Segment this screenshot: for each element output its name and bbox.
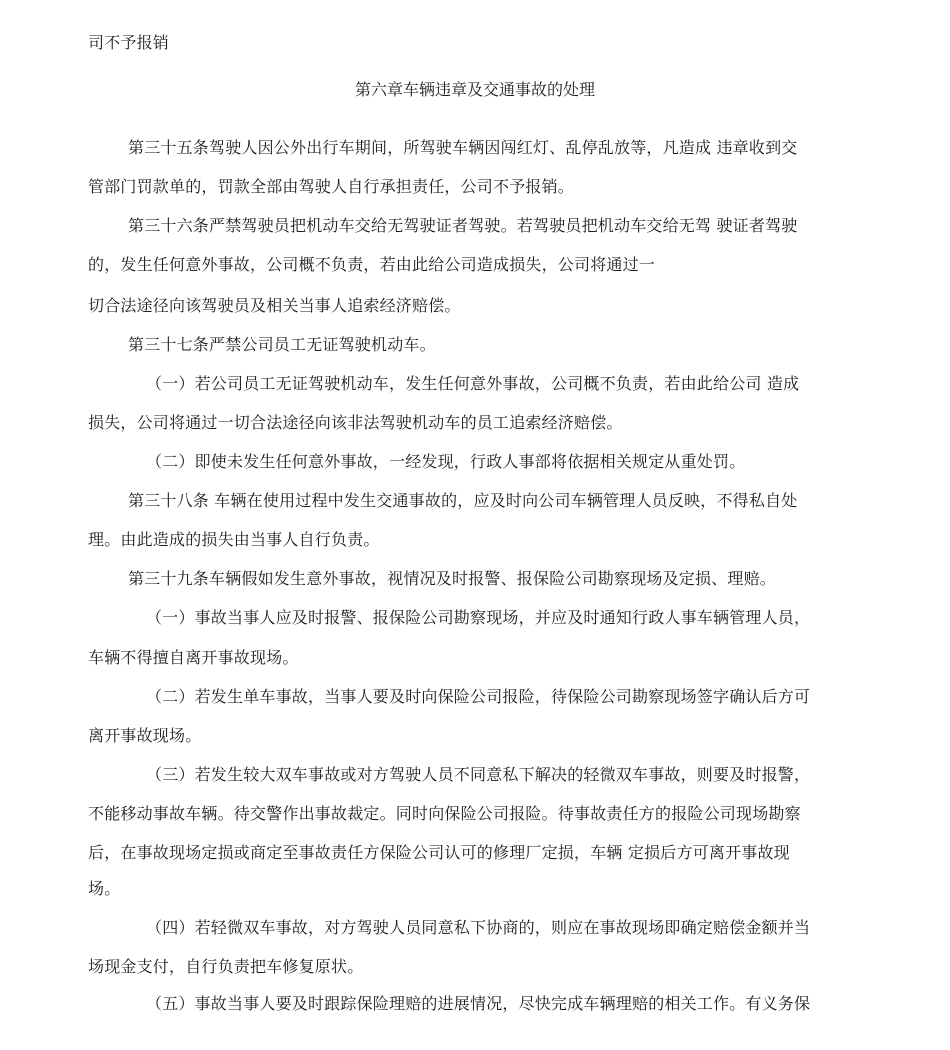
- article-39-item-5-line-1: （五）事故当事人要及时跟踪保险理赔的进展情况，尽快完成车辆理赔的相关工作。有义务保: [146, 994, 811, 1013]
- chapter-title: 第六章车辆违章及交通事故的处理: [354, 80, 595, 99]
- article-39-item-2-line-2: 离开事故现场。: [88, 726, 202, 745]
- article-35-line-2: 管部门罚款单的，罚款全部由驾驶人自行承担责任，公司不予报销。: [88, 177, 575, 196]
- article-37-item-1-line-2: 损失，公司将通过一切合法途径向该非法驾驶机动车的员工追索经济赔偿。: [88, 413, 623, 432]
- article-39-item-3-line-4: 场。: [88, 879, 121, 898]
- article-39-heading: 第三十九条车辆假如发生意外事故，视情况及时报警、报保险公司勘察现场及定损、理赔。: [128, 569, 777, 588]
- article-37-item-2: （二）即使未发生任何意外事故，一经发现，行政人事部将依据相关规定从重处罚。: [146, 452, 746, 471]
- article-36-line-1: 第三十六条严禁驾驶员把机动车交给无驾驶证者驾驶。若驾驶员把机动车交给无驾 驶证者驾驶: [128, 216, 798, 235]
- article-36-line-3: 切合法途径向该驾驶员及相关当事人追索经济赔偿。: [88, 296, 461, 315]
- article-39-item-3-line-1: （三）若发生较大双车事故或对方驾驶人员不同意私下解决的轻微双车事故，则要及时报警，: [146, 765, 811, 784]
- article-39-item-1-line-2: 车辆不得擅自离开事故现场。: [88, 648, 299, 667]
- article-35-line-1: 第三十五条驾驶人因公外出行车期间，所驾驶车辆因闯红灯、乱停乱放等，凡造成 违章收到交: [128, 138, 798, 157]
- article-39-item-1-line-1: （一）事故当事人应及时报警、报保险公司勘察现场，并应及时通知行政人事车辆管理人员，: [146, 608, 811, 627]
- article-36-line-2: 的，发生任何意外事故，公司概不负责，若由此给公司造成损失，公司将通过一: [88, 255, 656, 274]
- article-39-item-3-line-2: 不能移动事故车辆。待交警作出事故裁定。同时向保险公司报险。待事故责任方的报险公司现场勘察: [88, 804, 801, 823]
- article-38-line-2: 理。由此造成的损失由当事人自行负责。: [88, 530, 380, 549]
- previous-section-tail: 司不予报销: [88, 33, 170, 52]
- article-39-item-4-line-2: 场现金支付，自行负责把车修复原状。: [88, 957, 364, 976]
- article-37-item-1-line-1: （一）若公司员工无证驾驶机动车，发生任何意外事故，公司概不负责，若由此给公司 造成: [146, 374, 800, 393]
- article-39-item-2-line-1: （二）若发生单车事故，当事人要及时向保险公司报险，待保险公司勘察现场签字确认后方可: [146, 687, 811, 706]
- article-38-line-1: 第三十八条 车辆在使用过程中发生交通事故的，应及时向公司车辆管理人员反映，不得私自处: [128, 491, 798, 510]
- article-39-item-4-line-1: （四）若轻微双车事故，对方驾驶人员同意私下协商的，则应在事故现场即确定赔偿金额并当: [146, 918, 811, 937]
- article-39-item-3-line-3: 后，在事故现场定损或商定至事故责任方保险公司认可的修理厂定损，车辆 定损后方可离开事故现: [88, 843, 790, 862]
- article-37-heading: 第三十七条严禁公司员工无证驾驶机动车。: [128, 335, 436, 354]
